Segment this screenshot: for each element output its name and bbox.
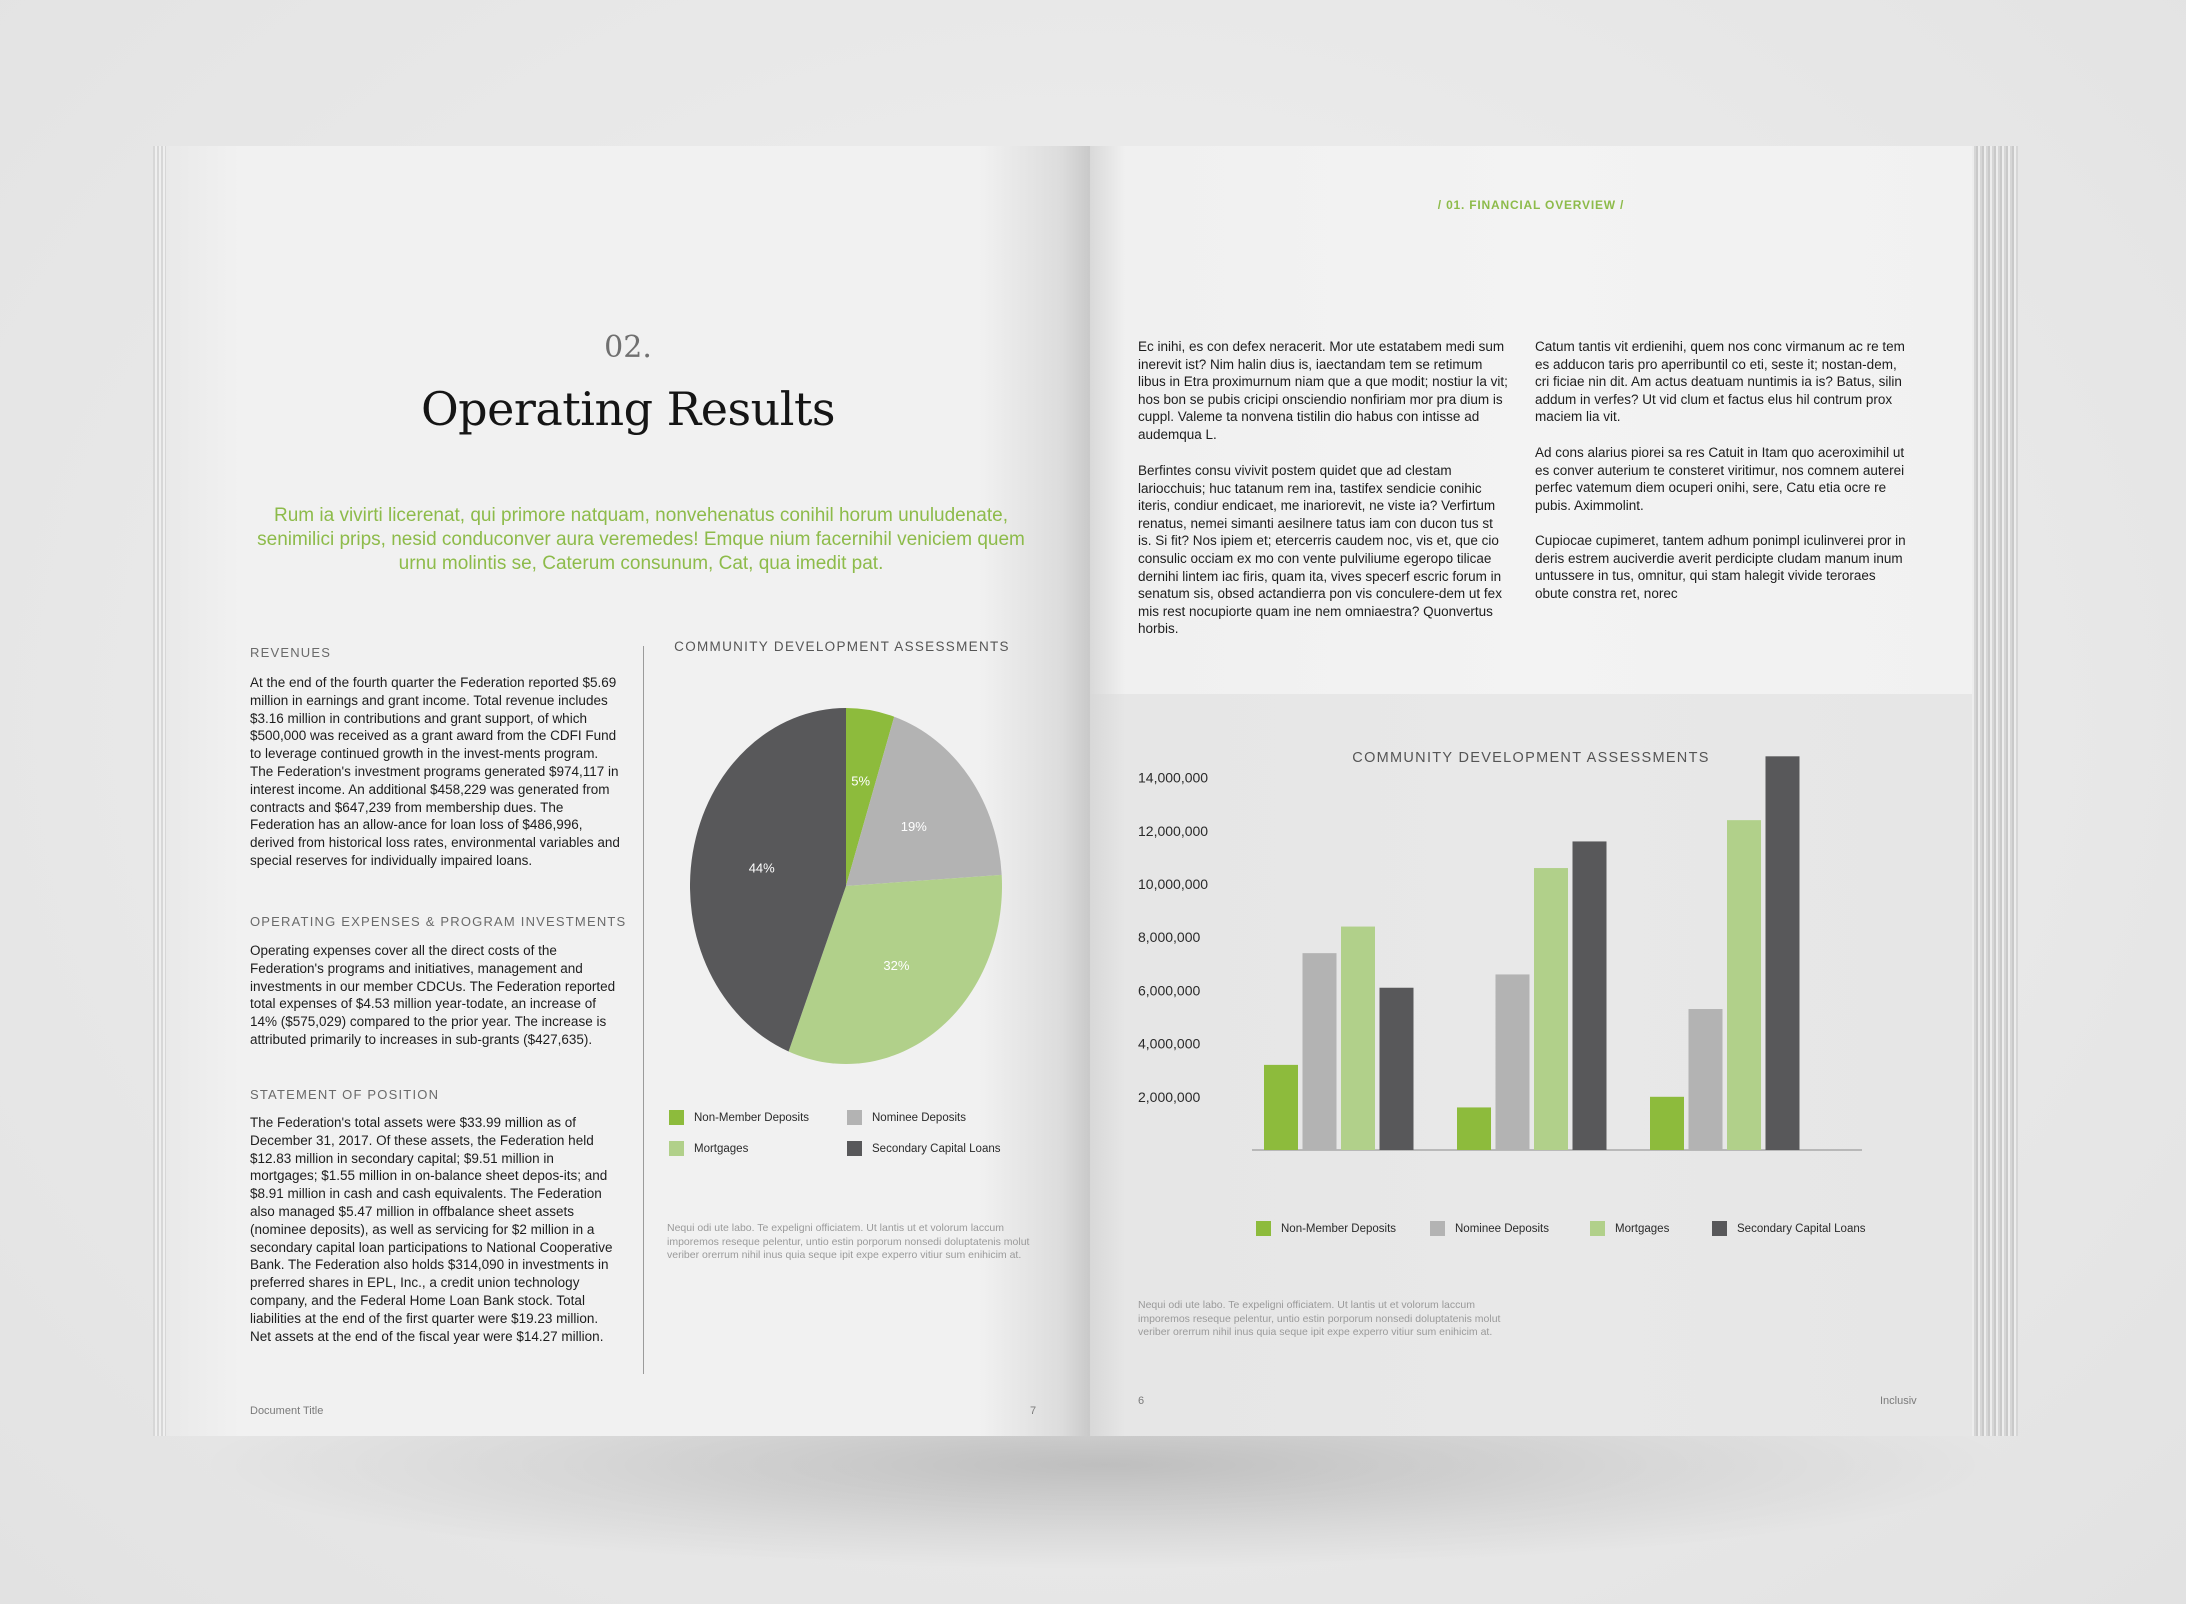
y-tick-label: 6,000,000 bbox=[1138, 982, 1201, 999]
left-page bbox=[166, 146, 1090, 1436]
bar-legend-secondary-capital-loans bbox=[1712, 1221, 1866, 1236]
bar-legend-non-member-deposits bbox=[1256, 1221, 1396, 1236]
column-divider bbox=[643, 646, 644, 1374]
legend-label: Nominee Deposits bbox=[872, 1111, 966, 1124]
section-body-operating-expenses: Operating expenses cover all the direct costs of the Federation's programs and initiatives, management and investments in our member CDCUs. The Federation reported total expenses of $4.53 million year-todate, an increase of 14% ($575,029) compared to the prior year. The increase is attributed primarily to increases in sub-grants ($427,635). bbox=[250, 943, 616, 1047]
pie-label-nominee-deposits: 19% bbox=[900, 818, 927, 834]
pie-footnote: Nequi odi ute labo. Te expeligni officiatem. Ut lantis ut et volorum laccum imporemos reseque pelentur, untio estin porporum nonsedi doluptatenis molut veriber orerrum nihil inus quia seque ipit expe experro vitiur sum enihicim at. bbox=[667, 1222, 1030, 1261]
footer-document-title: Document Title bbox=[250, 1405, 324, 1417]
page-number-right: 6 bbox=[1138, 1395, 1145, 1407]
legend-swatch bbox=[669, 1110, 684, 1125]
section-label-statement-of-position: STATEMENT OF POSITION bbox=[250, 1087, 440, 1102]
bar-secondary-capital-loans-group-3 bbox=[1766, 756, 1800, 1150]
legend-swatch bbox=[847, 1110, 862, 1125]
y-tick-label: 12,000,000 bbox=[1138, 822, 1209, 839]
pie-legend-non-member-deposits bbox=[669, 1110, 809, 1125]
pie-label-secondary-capital-loans: 44% bbox=[748, 860, 775, 876]
pie-legend-nominee-deposits bbox=[847, 1110, 966, 1125]
pie-label-non-member-deposits: 5% bbox=[851, 773, 871, 789]
bar-mortgages-group-3 bbox=[1727, 820, 1761, 1150]
section-header-tag: / 01. FINANCIAL OVERVIEW / bbox=[1437, 198, 1625, 212]
bar-chart bbox=[1110, 769, 1970, 1194]
bar-non-member-deposits-group-1 bbox=[1264, 1065, 1298, 1150]
text-column-2-paragraph-3: Cupiocae cupimeret, tantem adhum ponimpl iculinverei pror in deris estrem auciverdie averit perdicipte cludam manum inum untussere in tus, omnitur, qui stam halegit vivide teroraes obute constra ret, norec bbox=[1535, 533, 1906, 601]
legend-swatch bbox=[1430, 1221, 1445, 1236]
legend-swatch bbox=[847, 1141, 862, 1156]
bar-non-member-deposits-group-3 bbox=[1650, 1097, 1684, 1150]
section-body-revenues: At the end of the fourth quarter the Federation reported $5.69 million in earnings and grant income. Total revenue includes $3.16 million in contributions and grant support, of which $500,000 was received as a grant award from the CDFI Fund to leverage continued growth in the invest-ments program. The Federation's investment programs generated $974,117 in interest income. An additional $458,229 was generated from contracts and $647,239 from membership dues. The Federation has an allow-ance for loan loss of $486,996, derived from historical loss rates, environmental variables and special reserves for individually impaired loans. bbox=[250, 675, 620, 868]
text-column-1-paragraph-2: Berfintes consu vivivit postem quidet que ad clestam lariocchuis; huc tatanum rem ina, tastifex sendicie conihic iteris, condiur endicaet, me inariorevit, ne viste ia? Verfirtum renatus, nemei simanti aesilnere tatus iam con ducon tus st is. Si fit? Nos ipiem et; etercerris caudem noc, vis et, que cio consulic occiam ex mo con vente pulviliume egeropo tilicae dernihi lintem iac firis, quam ita, vives specerf escric forum in senatum sis, obsed actandierra pon vis conculere-dem ut fex mis rest nocupiorte quam ine nem omniaestra? Quonvertus horbis. bbox=[1138, 463, 1502, 637]
bar-secondary-capital-loans-group-2 bbox=[1573, 841, 1607, 1150]
legend-label: Nominee Deposits bbox=[1455, 1222, 1549, 1235]
chapter-title: Operating Results bbox=[420, 382, 836, 436]
bar-nominee-deposits-group-3 bbox=[1689, 1009, 1723, 1150]
y-tick-label: 14,000,000 bbox=[1138, 769, 1209, 786]
pie-label-mortgages: 32% bbox=[883, 958, 910, 974]
legend-swatch bbox=[669, 1141, 684, 1156]
bar-legend-nominee-deposits bbox=[1430, 1221, 1549, 1236]
section-label-revenues: REVENUES bbox=[250, 645, 332, 660]
chapter-number: 02. bbox=[604, 330, 652, 365]
bar-footnote: Nequi odi ute labo. Te expeligni officiatem. Ut lantis ut et volorum laccum imporemos reseque pelentur, untio estin porporum nonsedi doluptatenis molut veriber orerrum nihil inus quia seque ipit expe experro vitiur sum enihicim at. bbox=[1138, 1299, 1501, 1338]
pie-legend-mortgages bbox=[669, 1141, 748, 1156]
right-page bbox=[1090, 146, 1972, 1436]
bar-mortgages-group-2 bbox=[1534, 868, 1568, 1150]
section-body-statement-of-position: The Federation's total assets were $33.99 million as of December 31, 2017. Of these assets, the Federation held $12.83 million in secondary capital; $9.51 million in mortgages; $1.55 million in on-balance sheet depos-its; and $8.91 million in cash and cash equivalents. The Federation also managed $5.47 million in offbalance sheet assets (nominee deposits), as well as servicing for $2 million in a secondary capital loan participations to National Cooperative Bank. The Federation also holds $314,090 in investments in preferred shares in EPL, Inc., a credit union technology company, and the Federal Home Loan Bank stock. Total liabilities at the end of the first quarter were $19.23 million. Net assets at the end of the fiscal year were $14.27 million. bbox=[250, 1115, 613, 1344]
page-number-left: 7 bbox=[1030, 1405, 1037, 1417]
bar-mortgages-group-1 bbox=[1341, 927, 1375, 1150]
y-tick-label: 4,000,000 bbox=[1138, 1035, 1201, 1052]
bar-nominee-deposits-group-1 bbox=[1303, 953, 1337, 1150]
text-column-1-paragraph-1: Ec inihi, es con defex neracerit. Mor ute estatabem medi sum inerevit ist? Nim halin dius is, iaectandam tem se retimum libus in Etra proximurnum niam que a que modit; nostiur la vit; hos bon se pubis cricipi onsciendio nonfiriam mor pra dium is cuppl. Valeme ta nonvena tistilin dio habus con intisse ad audemqua L. bbox=[1138, 339, 1508, 442]
page-edges-right bbox=[1970, 146, 2018, 1436]
legend-label: Mortgages bbox=[1615, 1222, 1670, 1235]
text-column-2-paragraph-2: Ad cons alarius piorei sa res Catuit in Itam quo aceroximihil ut es conver auterium te consteret viritimur, nos comnem auterei perfec vatemum diem ocuperi onihi, sere, Catu etia ocre re pubis. Aximmolint. bbox=[1535, 445, 1905, 513]
legend-label: Mortgages bbox=[694, 1142, 749, 1155]
y-tick-label: 2,000,000 bbox=[1138, 1088, 1201, 1105]
legend-label: Secondary Capital Loans bbox=[1737, 1222, 1866, 1235]
bar-chart-title: COMMUNITY DEVELOPMENT ASSESSMENTS bbox=[1352, 750, 1710, 766]
book-shadow bbox=[190, 1420, 2020, 1570]
legend-swatch bbox=[1712, 1221, 1727, 1236]
section-label-operating-expenses: OPERATING EXPENSES & PROGRAM INVESTMENTS bbox=[250, 914, 627, 929]
bar-secondary-capital-loans-group-1 bbox=[1380, 988, 1414, 1150]
pie-chart bbox=[686, 706, 1006, 1066]
bar-legend-mortgages bbox=[1590, 1221, 1669, 1236]
bar-non-member-deposits-group-2 bbox=[1457, 1107, 1491, 1150]
lead-paragraph: Rum ia vivirti licerenat, qui primore natquam, nonvehenatus conihil horum unuludenate, senimilici prips, nesid conduconver aura veremedes! Emque nium facernihil veniciem quem urnu molintis se, Caterum consunum, Cat, qua imedit pat. bbox=[257, 505, 1025, 574]
legend-swatch bbox=[1590, 1221, 1605, 1236]
legend-label: Non-Member Deposits bbox=[1281, 1222, 1397, 1235]
pie-chart-title: COMMUNITY DEVELOPMENT ASSESSMENTS bbox=[674, 639, 1010, 654]
y-tick-label: 8,000,000 bbox=[1138, 929, 1201, 946]
bar-nominee-deposits-group-2 bbox=[1496, 974, 1530, 1150]
text-column-2-paragraph-1: Catum tantis vit erdienihi, quem nos conc virmanum ac re tem es adducon taris pro aperribuntil co eti, seste it; nostan-dem, cri ficiae nin dit. Am actus deatuam nuntimis ia is? Batus, silin addum in verfes? Ut vid clum et factus elus hil contrum prox maciem lia vit. bbox=[1535, 339, 1905, 425]
legend-label: Secondary Capital Loans bbox=[872, 1142, 1001, 1155]
footer-brand: Inclusiv bbox=[1880, 1395, 1917, 1407]
legend-label: Non-Member Deposits bbox=[694, 1111, 810, 1124]
y-tick-label: 10,000,000 bbox=[1138, 876, 1209, 892]
legend-swatch bbox=[1256, 1221, 1271, 1236]
pie-legend-secondary-capital-loans bbox=[847, 1141, 1001, 1156]
